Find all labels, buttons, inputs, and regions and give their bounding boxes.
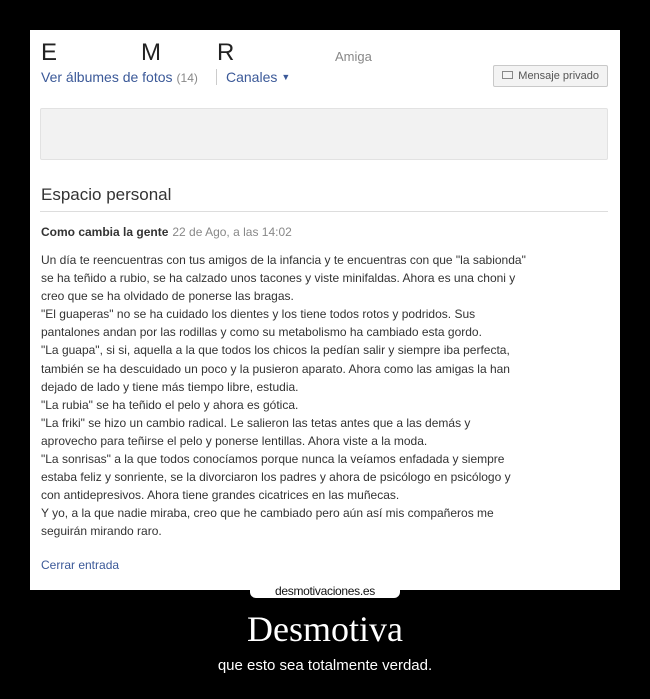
post-line: aprovecho para teñirse el pelo y ponerse lentillas. Ahora viste a la moda. bbox=[41, 433, 428, 448]
poster-headline: Desmotiva bbox=[247, 609, 403, 649]
post-line: "La friki" se hizo un cambio radical. Le salieron las tetas antes que a las demás y bbox=[41, 415, 471, 430]
post-date: 22 de Ago, a las 14:02 bbox=[172, 225, 292, 239]
post-line: también se ha descuidado un poco y la pusieron aparato. Ahora como las amigas la han bbox=[41, 361, 510, 376]
post-line: Un día te reencuentras con tus amigos de la infancia y te encuentras con que "la sabionda" bbox=[41, 253, 526, 267]
post-line: creo que se ha olvidado de ponerse las bragas. bbox=[41, 289, 294, 304]
profile-header bbox=[40, 37, 608, 67]
links-divider bbox=[216, 69, 217, 85]
post-line: "La rubia" se ha teñido el pelo y ahora es gótica. bbox=[41, 397, 299, 412]
private-message-label: Mensaje privado bbox=[518, 70, 599, 82]
section-divider bbox=[40, 211, 608, 212]
screenshot-frame bbox=[30, 30, 620, 590]
post-line: "El guaperas" no se ha cuidado los dientes y los tiene todos rotos y podridos. Sus bbox=[41, 307, 476, 322]
status-box bbox=[40, 108, 608, 160]
photo-albums-count: (14) bbox=[176, 71, 198, 85]
envelope-icon bbox=[502, 71, 513, 79]
poster-subline: que esto sea totalmente verdad. bbox=[217, 657, 433, 674]
post-line: estaba feliz y sonriente, se la divorciaron los padres y ahora de psicólogo en psicólogo y bbox=[41, 470, 511, 485]
channels-dropdown[interactable] bbox=[226, 69, 290, 85]
post-header bbox=[41, 225, 292, 239]
post-line: "La sonrisas" a la que todos conocíamos porque nunca la veíamos enfadada y siempre bbox=[41, 452, 505, 467]
post-line: se ha teñido a rubio, se ha calzado unos tacones y viste minifaldas. Ahora es una choni y bbox=[41, 271, 516, 286]
relation-label: Amiga bbox=[335, 49, 372, 64]
post-title: Como cambia la gente bbox=[41, 225, 169, 239]
channels-label: Canales bbox=[226, 69, 278, 85]
post-line: seguirán mirando raro. bbox=[41, 524, 162, 539]
post-line: "La guapa", si si, aquella a la que todos los chicos la pedían salir y siempre iba perfecta, bbox=[41, 343, 510, 358]
profile-page bbox=[40, 37, 608, 572]
private-message-button[interactable] bbox=[493, 65, 608, 87]
post-body bbox=[41, 251, 608, 541]
profile-name-letter: R bbox=[217, 39, 235, 66]
watermark-logo: desmotivaciones.es bbox=[250, 584, 400, 598]
post-line: Y yo, a la que nadie miraba, creo que he cambiado pero aún así mis compañeros me bbox=[41, 506, 494, 521]
close-entry-link[interactable]: Cerrar entrada bbox=[41, 558, 120, 572]
post-line: pantalones andan por las rodillas y como su metabolismo ha cambiado esta gordo. bbox=[41, 325, 482, 340]
photo-albums-label: Ver álbumes de fotos bbox=[41, 69, 173, 85]
profile-links bbox=[40, 67, 608, 91]
profile-name-letter: M bbox=[141, 39, 161, 66]
caret-down-icon: ▼ bbox=[281, 72, 291, 82]
post-line: con antidepresivos. Ahora tiene grandes cicatrices en las muñecas. bbox=[41, 488, 400, 503]
profile-name-letter: E bbox=[41, 39, 58, 66]
post-line: dejado de lado y tiene más tiempo libre, estudia. bbox=[41, 379, 299, 394]
photo-albums-link[interactable] bbox=[41, 69, 198, 85]
personal-space-title: Espacio personal bbox=[41, 185, 172, 204]
